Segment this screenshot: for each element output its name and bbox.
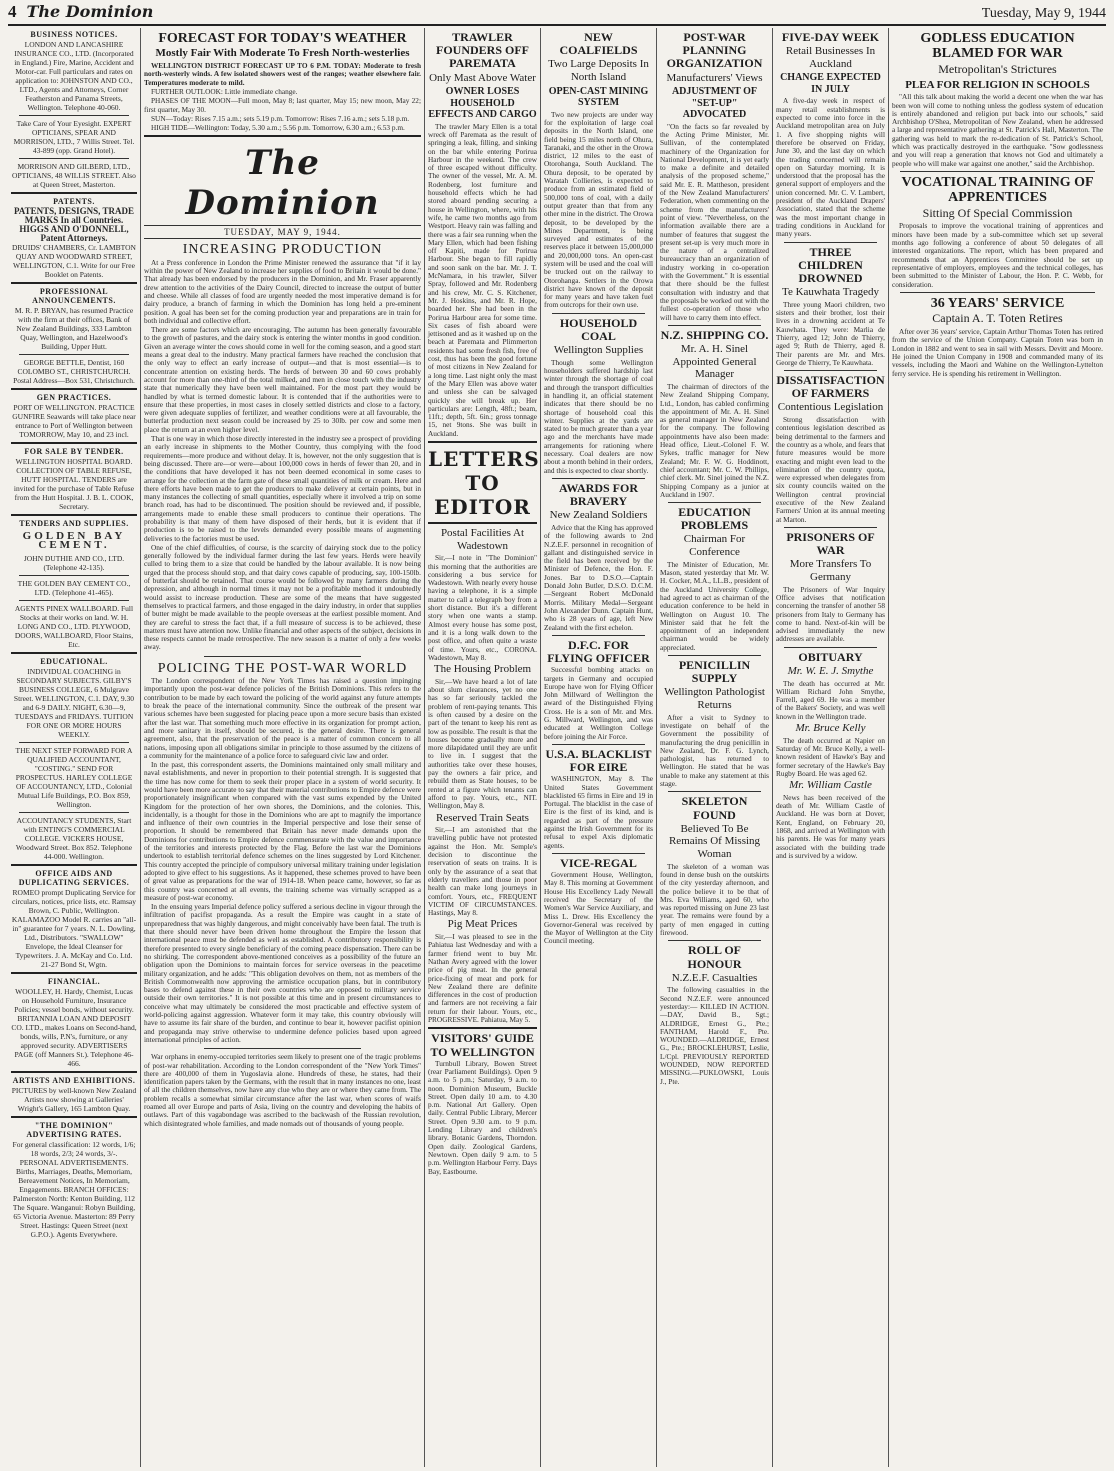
obituary-name: Mr. William Castle <box>789 779 872 792</box>
notice: JOHN DUTHIE AND CO., LTD. (Telephone 42-135). <box>23 554 125 572</box>
forecast-outlook: FURTHER OUTLOOK: Little immediate change. <box>151 86 298 96</box>
article-body: Successful bombing attacks on targets in Germany and occupied Europe have won for Flying Officer John Millward of Wellington the award of the Distinguished Flying Cross. He is a son of Mr. and Mrs. G. Millward, Wellington, and was educated at Wellington College before joining the Air Force. <box>544 665 653 741</box>
article-headline: 36 YEARS' SERVICE <box>930 295 1065 311</box>
notice: PORT OF WELLINGTON. PRACTICE GUNFIRE Seawards will take place near entrance to Port of Wellington between TOMORROW, May 10, and 23 incl. <box>12 403 136 439</box>
article-headline: D.F.C. FOR FLYING OFFICER <box>547 637 650 666</box>
article-headline: DISSATISFACTION OF FARMERS <box>776 373 885 401</box>
article-subhead: Retail Businesses In Auckland <box>785 45 876 70</box>
article-headline: TRAWLER FOUNDERS OFF PAREMATA <box>436 30 529 71</box>
article-body: The skeleton of a woman was found in dense bush on the outskirts of the city yesterday afternoon, and the police believe it to be that of Mrs. Eva Williams, aged 60, who was reported missing on June 23 last year. The remains were found by a party of men engaged in cutting firewood. <box>660 861 769 938</box>
notice: LONDON AND LANCASHIRE INSURANCE CO., LTD. (Incorporated in England.) Fire, Marine, Accident and Motor-car. Full particulars and rates on application to: JOHNSTON AND CO., LTD., Agents and Attorneys, Corner Featherston and Panama Streets, Wellington. Telephone 40-060. <box>14 40 134 112</box>
article-subhead: Contentious Legislation <box>777 401 884 414</box>
article-headline: THREE CHILDREN DROWNED <box>798 244 863 285</box>
letter-body: Sir,—We have heard a lot of late about slum clearances, yet no one has so far seriously tackled the problem of rent-paying tenants. This is often caused by a desire on the part of the tenant to keep his rent as low as possible. The result is that the houses become gradually more and more dilapidated until they are unfit to live in. I suggest that the authorities take over these houses, pay the owners a fair price, and rebuild them as State houses, to be rented at a figure which tenants can afford to pay. Yours, etc., NIT. Wellington, May 8. <box>428 676 537 811</box>
section-heading: FINANCIAL. <box>47 977 101 986</box>
article-headline: POST-WAR PLANNING ORGANIZATION <box>666 30 763 71</box>
page-date: Tuesday, May 9, 1944 <box>981 6 1106 21</box>
article-body: Government House, Wellington, May 8. This morning at Government House His Excellency Lady Newall received the Secretary of the Women's War Service Auxiliary, and Miss L. Drew. His Excellency the Governor-General was received by the Mayor of Wellington at the City Council meeting. <box>544 870 653 946</box>
article-headline: VICE-REGAL <box>560 855 637 870</box>
notice: PATENTS, DESIGNS, TRADE MARKS In all Countries. HIGGS AND O'DONNELL, Patent Attorneys. <box>13 206 135 243</box>
letter-body: Sir,—I note in "The Dominion" this morning that the authorities are considering a bus service for Wadestown. With nearly every house having a telephone, it is a simple matter to call a telegraph boy from a short distance. But it's a different story when one wants a stamp. Almost every house has some post, and it is a long walk down to the post office, and often quite a waste of time. Yours, etc., CORONA. Wadestown, May 8. <box>428 553 537 662</box>
editorial-paragraph: One of the chief difficulties, of course, is the scarcity of dairying stock due to the policy generally followed by the individual farmer during the last few years. Herds were heavily culled to bring them to a size that could be handled by the labour available. It is now being urged that the process should stop, and that dairy cows capable of producing, say, 100-150lb. of butterfat should be retained. That course would be followed by many farmers during the depression, and although in normal times it may not be a profitable method it undoubtedly would assist to increase production. These are some of the means that have suggested themselves to practical farmers, and those engaged in the dairy industry, in order that supplies of butter might be made available to the people overseas at the earliest possible moment. And they are careful to stress the fact that, if a full measure of success is to be achieved, these matters must have attention now. Unlike financial and other aspects of the subject, decisions in these respects cannot be made retrospective. The new season is a matter of only a few weeks away. <box>144 542 421 652</box>
article-headline: GODLESS EDUCATION BLAMED FOR WAR <box>920 31 1075 62</box>
article-body: The following casualties in the Second N.Z.E.F. were announced yesterday:— KILLED IN ACTION.—DAY, David B., Sgt.; ALDRIDGE, Ernest G., Pte.; FANTHAM, Harold F., Pte. WOUNDED.—ALDRIDGE, Ernest G., Pte.; BROCKLEHURST, Leslie, L/Cpl. PREVIOUSLY REPORTED WOUNDED, NOW REPORTED MISSING.—PUKLOWSKI, Louis J., Pte. <box>660 985 769 1086</box>
article-subhead: PLEA FOR RELIGION IN SCHOOLS <box>905 78 1090 91</box>
article-body: "On the facts so far revealed by the Acting Prime Minister, Mr. Sullivan, of the contemplated machinery of the Organization for National Development, it is yet early to make a definite and detailed analysis of the proposed scheme," said Mr. E. R. Mattheson, president of the New Zealand Manufacturers' Federation, when commenting on the scheme from the manufacturers' point of view. "Nevertheless, on the information available there are a number of features that suggest the present set-up is very much more in the nature of a centralized bureaucracy than an organization of industry working in co-operation with the Government." It is essential that there should be the fullest consultation with industry and that the proposals be worked out with the fullest co-operation of those who will have to carry them into effect. <box>660 121 769 322</box>
section-heading: PROFESSIONAL ANNOUNCEMENTS. <box>32 287 116 305</box>
article-subhead: More Transfers To Germany <box>789 558 872 583</box>
letter-body: Sir,—I was pleased to see in the Pahiatua last Wednesday and with a farmer friend went to buy Mr. Nathan Avery agreed with the lower price of pig meat. In the general price-fixing of meat and pork for New Zealand there are definite differences in the cost of production and farmers are not receiving a fair return for their labour. Yours, etc., PROGRESSIVE. Pahiatua, May 5. <box>428 932 537 1025</box>
notice: Take Care of Your Eyesight. EXPERT OPTICIANS, SPEAR AND MORRISON, LTD., 7 Willis Street. Tel. 43-899 (opp. Grand Hotel). <box>13 119 135 155</box>
article-body: Advice that the King has approved of the following awards to 2nd N.Z.E.F. personnel in recognition of gallant and distinguished service in the field has been received by the Minister of Defence, the Hon. F. Jones. Bar to D.S.O.—Captain Donald John Butler, D.S.O. D.C.M.—Sergeant Robert McDonald Morris. Military Medal—Sergeant John Alexander Dunn. Captain Hunt, who is 28 years of age, left New Zealand with the first echelon. <box>544 522 653 632</box>
editorial-paragraph: The London correspondent of the New York Times has raised a question impinging importantly upon the post-war defence policies of the British Dominions. This refers to the contribution to be made by each toward the policing of the world against any future attempts to break the peace of the international community. Since the outbreak of the present war various schemes have been suggested for placing peace upon a more secure basis than existed after the last war. That something much more effective in its organization for prompt action, and more sanitary in itself, should be secured, is the general desire. There is general agreement, also, that the preservation of the peace is a matter of common concern to all nations, imposing upon all obligations similar in principle to those assumed by the citizens of a community for the maintenance of a police force to safeguard civic law and order. <box>144 676 421 760</box>
article-subhead: CHANGE EXPECTED IN JULY <box>780 72 881 95</box>
article-headline: VOCATIONAL TRAINING OF APPRENTICES <box>901 174 1094 206</box>
article-headline: AWARDS FOR BRAVERY <box>558 480 638 509</box>
article-headline: OBITUARY <box>798 649 863 664</box>
section-heading: OFFICE AIDS AND DUPLICATING SERVICES. <box>18 869 130 887</box>
notice: WOOLLEY, H. Hardy, Chemist, Lucas on Household Furniture, Insurance Policies; vessel bonds, without security. <box>14 987 134 1014</box>
letter-title: The Housing Problem <box>433 663 532 676</box>
forecast-moon: PHASES OF THE MOON—Full moon, May 8; last quarter, May 15; new moon, May 22; first quarter, May 30. <box>144 96 421 114</box>
letter-title: Reserved Train Seats <box>436 811 529 824</box>
section-heading: "THE DOMINION" ADVERTISING RATES. <box>26 1121 122 1139</box>
article-body: The Minister of Education, Mr. Mason, stated yesterday that Mr. W. H. Cocker, M.A., LL.B., president of the Auckland University College, had agreed to act as chairman of the education conference to be held in Wellington on August 10. The Minister said that he felt the appointment of an independent chairman would be widely appreciated. <box>660 559 769 652</box>
article-headline: HOUSEHOLD COAL <box>559 315 638 343</box>
article-body: News has been received of the death of Mr. William Castle of Auckland. He was born at Dover, Kent, England, on February 20, 1868, and arrived at Wellington with his parents. He was for many years associated with the building trade and is survived by a widow. <box>776 792 885 860</box>
column-4 <box>540 28 656 1467</box>
article-headline: FIVE-DAY WEEK <box>781 30 880 44</box>
article-body: After a visit to Sydney to investigate on behalf of the Government the possibility of manufacturing the drug penicillin in New Zealand, Dr. F. G. Lynch, pathologist, has returned to Wellington. He stated that he was unable to make any statement at this stage. <box>660 712 769 789</box>
editorial-paragraph: There are some factors which are encouraging. The autumn has been generally favourable to the growth of pastures, and the dairy stock is entering the winter months in good condition. Given an average winter the cows should come in well for the coming season, and a good start means a great deal to the industry. Many practical farmers have reached the conclusion that the only way to effect an early increase of output—and that is most essential—is to concentrate attention on existing herds. The herds of between 30 and 60 cows probably account for more than one-third of the total milked, and men in close touch with the industry state that numerically they have been well maintained. For the most part they would be handled by what is termed domestic labour. It is contended that if the authorities were to ensure that these properties, in most cases in closely settled districts and close to a factory, were given adequate supplies of fertilizer, and weather conditions were at all favourable, the butterfat production next season could be increased by 25 to 30lb. per cow and some men place the return at an even higher level. <box>144 325 421 434</box>
newspaper-page <box>8 28 1106 1467</box>
editorial-title: POLICING THE POST-WAR WORLD <box>157 660 408 676</box>
paper-name: The Dominion <box>26 2 154 21</box>
editorial-paragraph: In the ensuing years Imperial defence policy suffered a serious decline in vigour through the infiltration of pacifist propaganda. As a result the Empire was caught in a state of unpreparedness that was highly dangerous, and might conceivably have been fatal. The truth is that there should never have been driven home throughout the Empire the lesson that international peace must be defended as well as established. A contributory responsibility is therefore presented to every single beneficiary of the coming peace dispensation. There can be no shirking. The correspondent above-mentioned conceives as a possibility of the future an obligation upon the Dominions to maintain forces for service overseas in the peacetime military organization, and he adds: "This obligation devolves on them, not as members of the British Commonwealth now approving the armistice occupation plans, but in contributory bases to defend against these in their own countries who are opposed to military service outside their own territories." It is not possible at this time and in present circumstances to conceive what may ultimately be considered the most practicable and effective system of world-policing against aggression. Whatever form it may take, this country obviously will have to assume its fair share of the burden, and continue to bear it, however pacifist opinion and propaganda may strive otherwise to undermine defence policies based upon agreed international principles of action. <box>144 902 421 1044</box>
editorial-paragraph: At a Press conference in London the Prime Minister renewed the assurance that "if it lay within the power of New Zealand to increase her supplies of food to Britain it would be done." That already has been endorsed by the producers in the Dominion, and Mr. Fraser apparently drew attention to the activities of the Dairy Council, directed to increase the output of butter and cheese. While all classes of food are urgently needed the most imperative demand is for dairy produce, a branch of farming in which the Dominion has long held a pre-eminent position. A goal has been set for the coming production year and preparations are in train for both individual and collective effort. <box>144 257 421 325</box>
notice: M. R. P. BRYAN, has resumed Practice with the firm at their offices, Bank of New Zealand Buildings, 333 Lambton Quay, Wellington, and Hazelwood's Building, Upper Hutt. <box>14 306 134 351</box>
article-headline: ROLL OF HONOUR <box>687 943 742 971</box>
article-subhead: Believed To Be Remains Of Missing Woman <box>668 822 761 860</box>
article-body: WASHINGTON, May 8. The United States Government blacklisted 65 firms in Eire and 19 in Portugal. The blacklist in the case of Eire is the first of its kind, and is regarded as part of the pressure against the Irish Government for its refusal to expel Axis diplomatic agents. <box>544 774 653 850</box>
column-business-notices <box>8 28 140 1467</box>
article-subhead: Te Kauwhata Tragedy <box>782 286 879 299</box>
article-subhead: Sitting Of Special Commission <box>922 205 1073 220</box>
article-subhead: New Zealand Soldiers <box>549 509 648 522</box>
article-body: Strong dissatisfaction with contentious legislation described as being detrimental to the farmers and the country as a whole, and fears that future measures would be more exacting and might even lead to the elimination of the country quota, were expressed when delegates from six county councils waited on the Wellington central provincial executive of the New Zealand Farmers' Union at its annual meeting at Marton. <box>776 415 885 524</box>
article-body: A five-day week in respect of many retail establishments is expected to come into force in the Auckland metropolitan area on July 1. A five shopping nights will therefore be observed on Friday, June 30, and the last day on which the trading concerned will remain open on Saturday morning. It is understood that the proposal has the general support of employers and the union concerned. Mr. C. V. Lambert, president of the Auckland Drapers' Association, stated that the scheme was the most important change in trading conditions in Auckland for many years. <box>776 96 885 239</box>
article-subhead: OPEN-CAST MINING SYSTEM <box>548 85 649 109</box>
column-7 <box>888 28 1106 1467</box>
letter-title: Postal Facilities At Wadestown <box>440 526 525 552</box>
article-headline: PENICILLIN SUPPLY <box>678 658 751 686</box>
notice: THE NEXT STEP FORWARD FOR A QUALIFIED ACCOUNTANT, "COSTING." SEND FOR PROSPECTUS. HARLEY COLLEGE OF ACCOUNTANCY, LTD., Colonial Mutual Life Buildings, P.O. Box 859, Wellington. <box>15 746 133 809</box>
article-subhead: Mr. A. H. Sinel Appointed General Manager <box>672 343 757 381</box>
notice: PICTURES by well-known New Zealand Artists now showing at Galleries' Wright's Gallery, 165 Lambton Quay. <box>11 1086 137 1113</box>
article-subhead: Chairman For Conference <box>683 533 746 559</box>
article-body: Proposals to improve the vocational training of apprentices and minors have been made by a sub-committee which set up several months ago following a conference of about 50 delegates of all interested organizations. The report, which has been prepared and recommends that an Apprentices Committee should be set up representative of employers, employees and the technical colleges, has been submitted to the Minister of Labour, the Hon. P. C. Webb, for consideration. <box>892 221 1103 289</box>
article-subhead: ADJUSTMENT OF "SET-UP" ADVOCATED <box>671 86 758 121</box>
page-header <box>8 4 1106 26</box>
editorial-paragraph: War orphans in enemy-occupied territories seem likely to present one of the tragic problems of post-war rehabilitation. According to the London correspondent of the "New York Times" there are 400,000 of them in Yugoslavia alone. Hundreds of these, he states, had their identification papers taken by the Germans, with the result that in many instances no one, least of all the children themselves, now have any clue who they are or where they came from. The problem recalls a somewhat similar circumstance after the last war, when scores of waifs roamed all over Europe and parts of Asia, living on the country and developing the habits of outlaws. Part of this vagabondage was ascribed to the backwash of the Russian revolution, which disintegrated whole families, and made nomads out of thousands of young people. <box>144 1052 421 1128</box>
article-headline: PRISONERS OF WAR <box>786 529 875 558</box>
column-editorial <box>140 28 424 1467</box>
article-body: Three young Maori children, two sisters and their brother, lost their lives in a drowning accident at Te Kauwhata. They were: Marlia de Thierry, aged 12; John de Thierry, aged 9; Ruth de Thierry, aged 8. Their parents are Mr. and Mrs. George de Thierry, Te Kauwhata. <box>776 299 885 367</box>
notice: BRITANNIA LOAN AND DEPOSIT CO. LTD., makes Loans on Second-hand, bonds, wills, P.N's, furniture, or any approved security. ADVERTISERS PAGE (off Manners St.). Telephone 46-466. <box>11 1014 137 1068</box>
article-subhead: Wellington Supplies <box>553 344 644 357</box>
article-headline: EDUCATION PROBLEMS <box>678 505 751 533</box>
section-heading: ARTISTS AND EXHIBITIONS. <box>12 1076 136 1085</box>
forecast-subtitle: Mostly Fair With Moderate To Fresh North-westerlies <box>155 47 410 60</box>
notice: GOLDEN BAY CEMENT. <box>22 530 126 551</box>
notice: INDIVIDUAL COACHING in SECONDARY SUBJECTS. GILBY'S BUSINESS COLLEGE, 6 Mulgrave Street. WELLINGTON, C.1. DAY, 9.30 and 6-9 DAILY. NIGHT, 6.30—9, TUESDAYS and FRIDAYS. TUITION FOR ONE OR MORE HOURS WEEKLY. <box>13 667 135 739</box>
article-body: Though some Wellington householders suffered hardship last winter through the shortage of coal and through the transport difficulties in handling it, an official statement indicates that there should be no shortage of household coal this winter. Supplies at the yards are stated to be much greater than a year ago and the merchants have made arrangements for rationing where necessary. Coal dealers are now about a month behind in their orders, and this is expected to clear shortly. <box>544 357 653 475</box>
article-body: The Prisoners of War Inquiry Office advises that notification concerning the transfer of another 58 prisoners from Italy to Germany has come to hand. Next-of-kin will be advised immediately the new addresses are available. <box>776 584 885 644</box>
notice: ROMEO prompt Duplicating Service for circulars, notices, price lists, etc. Ramsay Brown, C. Public, Wellington. KALAMAZOO Model R. carries an "all-in" guarantee for 7 years. N. L. Dowling, Ltd., Distributors. "SWALLOW" Envelope, the Ideal Cleanser for Typewriters. J. A. McKay and Co. Ltd. 21-27 Bond St, Wgtn. <box>11 888 137 969</box>
article-subhead: Only Mast Above Water <box>429 71 536 84</box>
notice: ACCOUNTANCY STUDENTS, Start with ENTING'S COMMERCIAL COLLEGE. VICKERS HOUSE, Woodward Street. Box 852. Telephone 44-000. Wellington. <box>15 816 133 861</box>
notice: MORRISON AND GILBERD, LTD., OPTICIANS, 48 WILLIS STREET. Also at Queen Street, Masterton. <box>12 162 136 189</box>
masthead <box>144 143 421 239</box>
article-headline: N.Z. SHIPPING CO. <box>660 327 769 342</box>
article-subhead: Captain A. T. Toten Retires <box>932 311 1063 326</box>
article-body: The trawler Mary Ellen is a total wreck off Paremata as the result of springing a leak, filling, and sinking on the bar while entering Porirua Harbour in the weekend. The crew of three escaped without difficulty. The owner of the vessel, Mr. A. M. Rodenberg, lost furniture and household effects which he had stored aboard pending securing a house in Wellington, where, with his wife, he came two months ago from Westport. Heavy rain was falling and there was a fair sea running when the Mary Ellen, which had been fishing off Kapiti, made for Porirua Harbour. She began to fill rapidly and soon sank on the bar. Mr. J. T. McNamara, in his trawler, Silver Spray, followed and Mr. Rodenberg and his crew, Mr. C. S. Kitchener, Mr. J. Hoskins, and Mr. R. Hope, boarded her. She had been in the Porirua Harbour area for some time. Six cases of fish aboard were jettisoned and as it washed up on the beach at Paremata and Plimmerton residents had some fresh fish, free of cost, thus has been the good fortune of most citizens in New Zealand for a long time. Last night only the mast of the Mary Ellen was above water and unless she can be salvaged quickly she will break up. Her particulars are: Length, 48ft.; beam, 11ft.; depth, 5ft. 6in.; gross tonnage 15, net 9tons. She was built in Auckland. <box>428 121 537 438</box>
letter-title: Pig Meat Prices <box>447 918 518 931</box>
article-headline: SKELETON FOUND <box>681 794 748 822</box>
section-heading: PATENTS. <box>53 197 95 206</box>
article-body: Two new projects are under way for the exploitation of large coal deposits in the North Island, one field being 15 miles north of Ohura, Taranaki, and the other in the Orowa district, 12 miles to the east of Otorohanga, South Auckland. The Ohura deposit, to be operated by Waratah Collieries, is expected to produce from an estimated field of 500,000 tons of coal, with a daily output greater than that from any other mine in the district. The Orowa deposit, to be developed by the Mines Department, is being surveyed and estimates of the reserves place it between 15,000,000 and 20,000,000 tons. An open-cast system will be used and the coal will be trucked out on the railway to Otorohanga. Settlers in the Orowa district have known of the deposit for many years and have taken fuel from outcrops for their own use. <box>544 109 653 310</box>
forecast-lead: WELLINGTON DISTRICT FORECAST UP TO 6 P.M. TODAY: Moderate to fresh north-westerly winds. A few isolated showers west of the ranges; weather elsewhere fair. Temperatures moderate to mild. <box>144 61 421 87</box>
article-subhead: Metropolitan's Strictures <box>938 61 1057 76</box>
article-body: The chairman of directors of the New Zealand Shipping Company, Ltd., London, has cabled confirming the appointment of Mr. A. H. Sinel as general manager in New Zealand for the company. The following appointments have also been made: Head office, Lieut.-Colonel F. W. Sykes, traffic manager for New Zealand; Mr. F. W. G. Hoddinott, chief accountant; Mr. C. W. Phillips, chief clerk. Mr. Sinel joined the N.Z. Shipping Company as a junior at Auckland in 1907. <box>660 381 769 499</box>
article-subhead: Wellington Pathologist Returns <box>664 686 765 712</box>
forecast-sun: SUN—Today: Rises 7.15 a.m.; sets 5.19 p.m. Tomorrow: Rises 7.16 a.m.; sets 5.18 p.m. <box>151 113 410 123</box>
obituary-name: Mr. W. E. J. Smythe <box>787 664 874 677</box>
editorial-paragraph: That is one way in which those directly interested in the industry see a prospect of providing an early increase in shipments to the Mother Country, thus complying with the food requirements—more produce and without delay. It is, however, not the only suggestion that is being discussed. There are—or were—about 100,000 cows in herds of fewer than 20, and in the conditions that have developed it has not been deemed economical in some cases to arrange for the collection at the farm gate of these small quantities of milk or cream. Here and there efforts have been made to get the producers to make delivery at certain points, but in many instances the collecting of small quantities, especially where it involved a trip on some branch road, has had to be discontinued. The position should be reviewed and, if possible, arrangements made to enable these small producers to continue their operations. The probability is that many of them have disposed of their herds, but it is evident that if production is to be raised to the levels demanded every possible means of augmenting deliveries to the factories must be used. <box>144 434 421 543</box>
notice: For general classification: 12 words, 1/6; 18 words, 2/3; 24 words, 3/-. PERSONAL ADVERTISEMENTS. Births, Marriages, Deaths, Memoriam, Bereavement Notices, In Memoriam, Engagements. BRANCH OFFICES: Palmerston North: Kenton Building, 112 The Square. Wanganui: Robyn Building, 65 Victoria Avenue. Masterton: 89 Perry Street. Hastings: Queen Street (next G.P.O.). Agents Everywhere. <box>12 1140 136 1239</box>
page-number: 4 <box>8 2 17 21</box>
section-heading: FOR SALE BY TENDER. <box>24 447 124 456</box>
section-heading: BUSINESS NOTICES. <box>30 30 118 39</box>
article-body: "All this talk about making the world a decent one when the war has been won will come to nothing unless the godless system of education is entirely abandoned and religion put back into our schools," said Archbishop O'Shea, Metropolitan of New Zealand, when he addressed a large and representative gathering at St. Patrick's Hall, Masterton. The gathering was held to mark the re-dedication of St. Patrick's School, which was practically destroyed in the earthquake. "Sow godlessness and you will reap a generation that knows not God and ultimately a people who will make war against one another," said the Archbishop. <box>892 92 1103 168</box>
article-headline: NEW COALFIELDS <box>559 30 638 58</box>
column-3 <box>424 28 540 1467</box>
article-subhead: N.Z.E.F. Casualties <box>671 971 758 984</box>
article-subhead: Two Large Deposits In North Island <box>548 58 649 84</box>
section-heading: GEN PRACTICES. <box>36 393 112 402</box>
article-headline: U.S.A. BLACKLIST FOR EIRE <box>545 746 652 775</box>
article-subhead: Manufacturers' Views <box>666 71 763 84</box>
article-body: Turnbull Library, Bowen Street (rear Parliament Buildings). Open 9 a.m. to 5 p.m.; Saturday, 9 a.m. to noon. Dominion Museum, Buckle Street. Open daily 10 a.m. to 4.30 p.m. National Art Gallery. Open daily. Central Public Library, Mercer Street. Open 9.30 a.m. to 9 p.m. Lending Library and children's library. Botanic Gardens, Thorndon. Open daily. Zoological Gardens, Newtown. Open daily 9 a.m. to 5 p.m. Wellington Harbour Ferry. Days Bay, Eastbourne. <box>428 1058 537 1176</box>
notice: WELLINGTON HOSPITAL BOARD. COLLECTION OF TABLE REFUSE, HUTT HOSPITAL. TENDERS are invited for the purchase of Table Refuse from the Hutt Hospital. J. B. L. COOK, Secretary. <box>13 457 135 511</box>
forecast-title: FORECAST FOR TODAY'S WEATHER <box>158 31 407 46</box>
editorial-title: INCREASING PRODUCTION <box>182 242 383 258</box>
article-subhead: OWNER LOSES HOUSEHOLD EFFECTS AND CARGO <box>428 86 537 121</box>
notice: AGENTS PINEX WALLBOARD. Full Stocks at their works on land. W. H. LONG AND CO., LTD. PLYWOOD, DOORS, WALLBOARD, Floor Stains, Etc. <box>14 604 134 649</box>
section-heading: TENDERS AND SUPPLIES. <box>19 519 129 528</box>
notice: GEORGE BETTLE, Dentist, 160 COLOMBO ST., CHRISTCHURCH. Postal Address—Box 531, Christchurch. <box>13 358 135 385</box>
forecast-tide: HIGH TIDE—Wellington: Today, 5.30 a.m.; 5.56 p.m. Tomorrow, 6.30 a.m.; 6.53 p.m. <box>151 123 405 133</box>
article-body: The death occurred at Napier on Saturday of Mr. Bruce Kelly, a well-known resident of Hawke's Bay and former secretary of the Hawke's Bay Rugby Board. He was aged 62. <box>776 735 885 778</box>
obituary-name: Mr. Bruce Kelly <box>795 722 866 735</box>
notice: DRUIDS' CHAMBERS, Cr. LAMBTON QUAY AND WOODWARD STREET, WELLINGTON, C.1. Write for our Free Booklet on Patents. <box>12 243 136 279</box>
masthead-dateline: TUESDAY, MAY 9, 1944. <box>144 225 421 239</box>
letter-body: Sir,—I am astonished that the travelling public have not protested against the Hon. Mr. Semple's decision to discontinue the reservation of seats on trains. It is only by the assurance of a seat that elderly travellers and those in poor health can make long journeys in comfort. Yours, etc., FREQUENT VICTIM OF CIRCUMSTANCES. Hastings, May 8. <box>428 825 537 918</box>
editorial-paragraph: In the past, this correspondent asserts, the Dominions maintained only small military and naval establishments, and never in proportion to their potential strength. It is suggested that the time has now come for them to seek their proper place in a system of world security. It would have been more accurate to say that their material contributions to Empire defence were proportionately insignificant when compared with the vast sums expended by the United Kingdom for the protection of her own shores, the Dominions, and the colonies. This, incidentally, is a thought for those in the Dominions who are apt to magnify the importance and influence of their own countries in the Imperial perspective and lose their sense of proportion. It should be remembered that Britain has never made demands upon the Dominions for contributions to Empire defence commensurate with the value and importance of the territories and interests protected by the Flag. Before the last war the Dominions undertook to establish territorial defence schemes on the lines suggested by Lord Kitchener. This country accepted the principle of compulsory universal military training under legislation adopted to give effect to his suggestions. As it happened, these schemes proved to have been of great value as preparations for the war of 1914-18. When peace came, however, so far as this country was concerned at all events, the training scheme was virtually scrapped as a measure of post-war economy. <box>144 760 421 902</box>
column-5 <box>656 28 772 1467</box>
masthead-title: The Dominion <box>185 143 380 224</box>
article-body: After over 36 years' service, Captain Arthur Thomas Toten has retired from the service of the Union Company. Captain Toten was born in London in 1882 and went to sea in sail with Messrs. Devitt and Moore. He joined the Union Company in 1908 and commanded many of its vessels, including the Maori and Wahine on the Wellington-Lyttelton ferry service. He is spending his retirement in Wellington. <box>892 327 1103 378</box>
letters-heading: LETTERS TO EDITOR <box>428 446 540 519</box>
notice: THE GOLDEN BAY CEMENT CO., LTD. (Telephone 41-465). <box>17 579 131 597</box>
column-6 <box>772 28 888 1467</box>
article-headline: VISITORS' GUIDE TO WELLINGTON <box>430 1031 535 1059</box>
article-body: The death has occurred at Mr. William Richard John Smythe, Farrell, aged 69. He was a member of the Bakers' Society, and was well known in the Wellington trade. <box>776 678 885 721</box>
section-heading: EDUCATIONAL. <box>40 657 108 666</box>
